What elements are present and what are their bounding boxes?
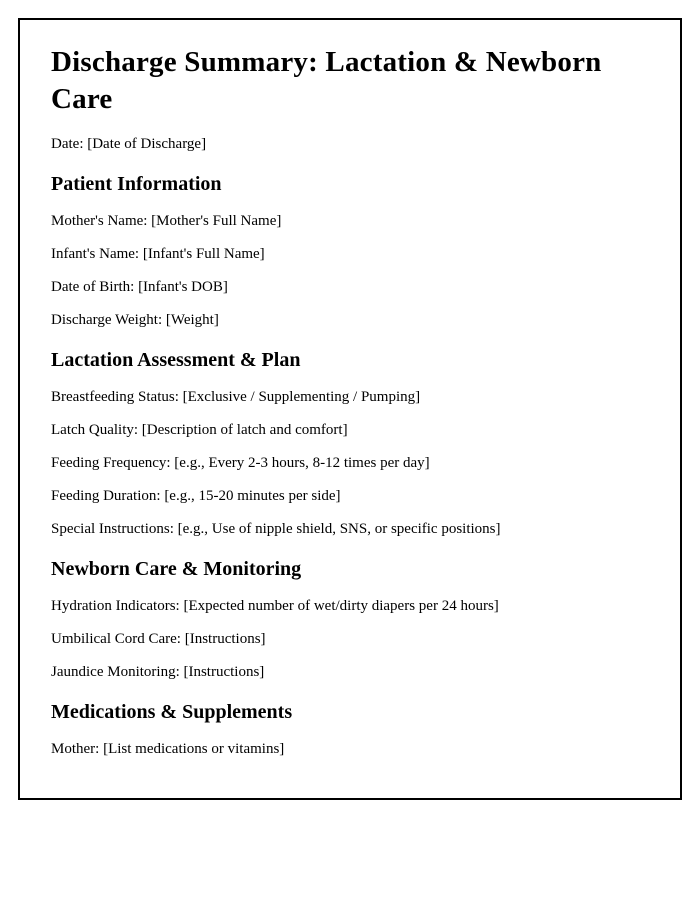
- field-line-discharge-weight: Discharge Weight: [Weight]: [51, 312, 219, 328]
- field-line-mothers-name: Mother's Name: [Mother's Full Name]: [51, 213, 282, 229]
- section-heading-patient-information: Patient Information: [51, 173, 222, 195]
- section-patient-information: [51, 171, 649, 330]
- document-page: [18, 18, 682, 800]
- field-line-date-of-birth: Date of Birth: [Infant's DOB]: [51, 279, 228, 295]
- field-line-feeding-frequency: Feeding Frequency: [e.g., Every 2-3 hours, 8-12 times per day]: [51, 455, 430, 471]
- field-line-feeding-duration: Feeding Duration: [e.g., 15-20 minutes per side]: [51, 488, 341, 504]
- date-line: Date: [Date of Discharge]: [51, 136, 207, 152]
- field-line-umbilical-cord-care: Umbilical Cord Care: [Instructions]: [51, 631, 266, 647]
- field-line-special-instructions: Special Instructions: [e.g., Use of nipple shield, SNS, or specific positions]: [51, 521, 501, 537]
- document-content: [20, 20, 680, 759]
- section-medications-supplements: [51, 699, 649, 759]
- field-line-latch-quality: Latch Quality: [Description of latch and comfort]: [51, 422, 348, 438]
- section-heading-newborn-care: Newborn Care & Monitoring: [51, 558, 302, 580]
- document-title: Discharge Summary: Lactation & Newborn Care: [51, 46, 602, 115]
- section-newborn-care: [51, 556, 649, 682]
- section-heading-medications-supplements: Medications & Supplements: [51, 701, 293, 723]
- field-line-breastfeeding-status: Breastfeeding Status: [Exclusive / Supplementing / Pumping]: [51, 389, 421, 405]
- section-heading-lactation-assessment: Lactation Assessment & Plan: [51, 349, 301, 371]
- field-line-hydration-indicators: Hydration Indicators: [Expected number of wet/dirty diapers per 24 hours]: [51, 598, 499, 614]
- field-line-jaundice-monitoring: Jaundice Monitoring: [Instructions]: [51, 664, 265, 680]
- section-lactation-assessment: [51, 347, 649, 539]
- field-line-mother-medications: Mother: [List medications or vitamins]: [51, 741, 285, 757]
- field-line-infants-name: Infant's Name: [Infant's Full Name]: [51, 246, 265, 262]
